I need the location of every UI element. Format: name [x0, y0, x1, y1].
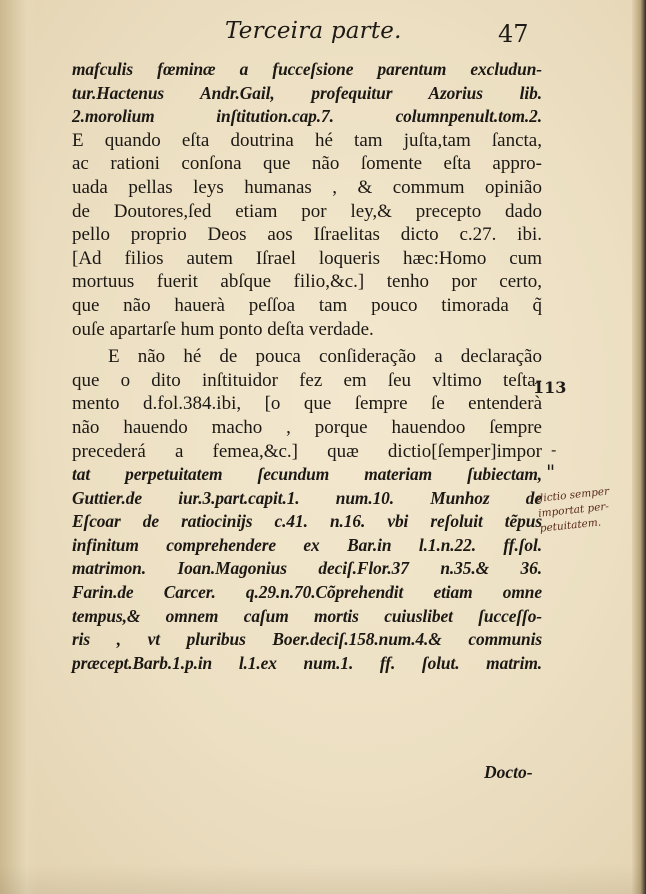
text-line: que não hauerà peſſoa tam pouco timorada q̃ — [72, 294, 542, 316]
text-line: tempus,& omnem caſum mortis cuiuslibet ſucceſſo- — [72, 605, 542, 626]
text-line: mento d.fol.384.ibi, [o que ſempre ſe entenderà — [72, 393, 542, 415]
running-title: Terceira parte. — [225, 18, 402, 44]
text-line: ac rationi conſona que não ſomente eſta appro- — [72, 153, 542, 175]
annotation-line: dictio semper — [536, 485, 610, 505]
annotation-line: importat per- — [537, 500, 610, 520]
page-right-edge — [632, 0, 646, 894]
text-line: mortuus fuerit abſque filio,&c.] tenho por certo, — [72, 271, 542, 293]
text-line: ouſe apartarſe hum ponto deſta verdade. — [72, 318, 374, 340]
page-gutter-shadow — [0, 0, 38, 894]
margin-number: 113 — [533, 378, 567, 397]
text-line: que o dito inſtituidor fez em ſeu vltimo teſta- — [72, 369, 542, 391]
page-bottom-shadow — [0, 864, 646, 894]
handwritten-annotation — [536, 481, 644, 537]
text-line: 2.morolium inſtitution.cap.7. columnpenult.tom.2. — [72, 106, 542, 127]
text-line: E quando eſta doutrina hé tam juſta,tam ſancta, — [72, 129, 542, 151]
text-line: de Doutores,ſed etiam por ley,& precepto dado — [72, 200, 542, 222]
text-line: ris , vt pluribus Boer.deciſ.158.num.4.& communis — [72, 629, 542, 650]
text-line: mafculis fœminæ a fucceſsione parentum excludun- — [72, 59, 542, 79]
text-line: pello proprio Deos aos Iſraelitas dicto c.27. ibi. — [72, 224, 542, 246]
page-header — [70, 18, 550, 52]
text-line: precederá a femea,&c.] quæ dictio[ſemper]impor — [72, 440, 542, 462]
text-line: præcept.Barb.1.p.in l.1.ex num.1. ff. ſolut. matrim. — [72, 652, 542, 673]
text-line: Eſcoar de ratiocinijs c.41. n.16. vbi reſoluit tẽpus — [72, 511, 542, 532]
text-line: E não hé de pouca conſideração a declaração — [108, 346, 542, 368]
text-line: tat perpetuitatem ſecundum materiam ſubiectam, — [72, 464, 542, 485]
text-line: não hauendo macho , porque hauendoo ſempre — [72, 416, 542, 438]
body-text — [72, 58, 542, 675]
text-line: tur.Hactenus Andr.Gail, profequitur Azorius lib. — [72, 82, 542, 103]
catchword: Docto- — [484, 762, 533, 782]
annotation-line: petuitatem. — [539, 516, 602, 535]
text-line: Farin.de Carcer. q.29.n.70.Cõprehendit etiam omne — [72, 582, 542, 603]
margin-quote-mark: " — [546, 460, 556, 484]
text-line: uada pellas leys humanas , & commum opinião — [72, 176, 542, 198]
text-line: [Ad filios autem Iſrael loqueris hæc:Homo cum — [72, 247, 542, 269]
margin-dash: - — [551, 440, 557, 459]
page-number: 47 — [498, 20, 529, 48]
text-line: matrimon. Ioan.Magonius deciſ.Flor.37 n.35.& 36. — [72, 558, 542, 579]
text-line: infinitum comprehendere ex Bar.in l.1.n.22. ff.ſol. — [72, 534, 542, 555]
text-line: Guttier.de iur.3.part.capit.1. num.10. Munhoz de — [72, 487, 542, 508]
